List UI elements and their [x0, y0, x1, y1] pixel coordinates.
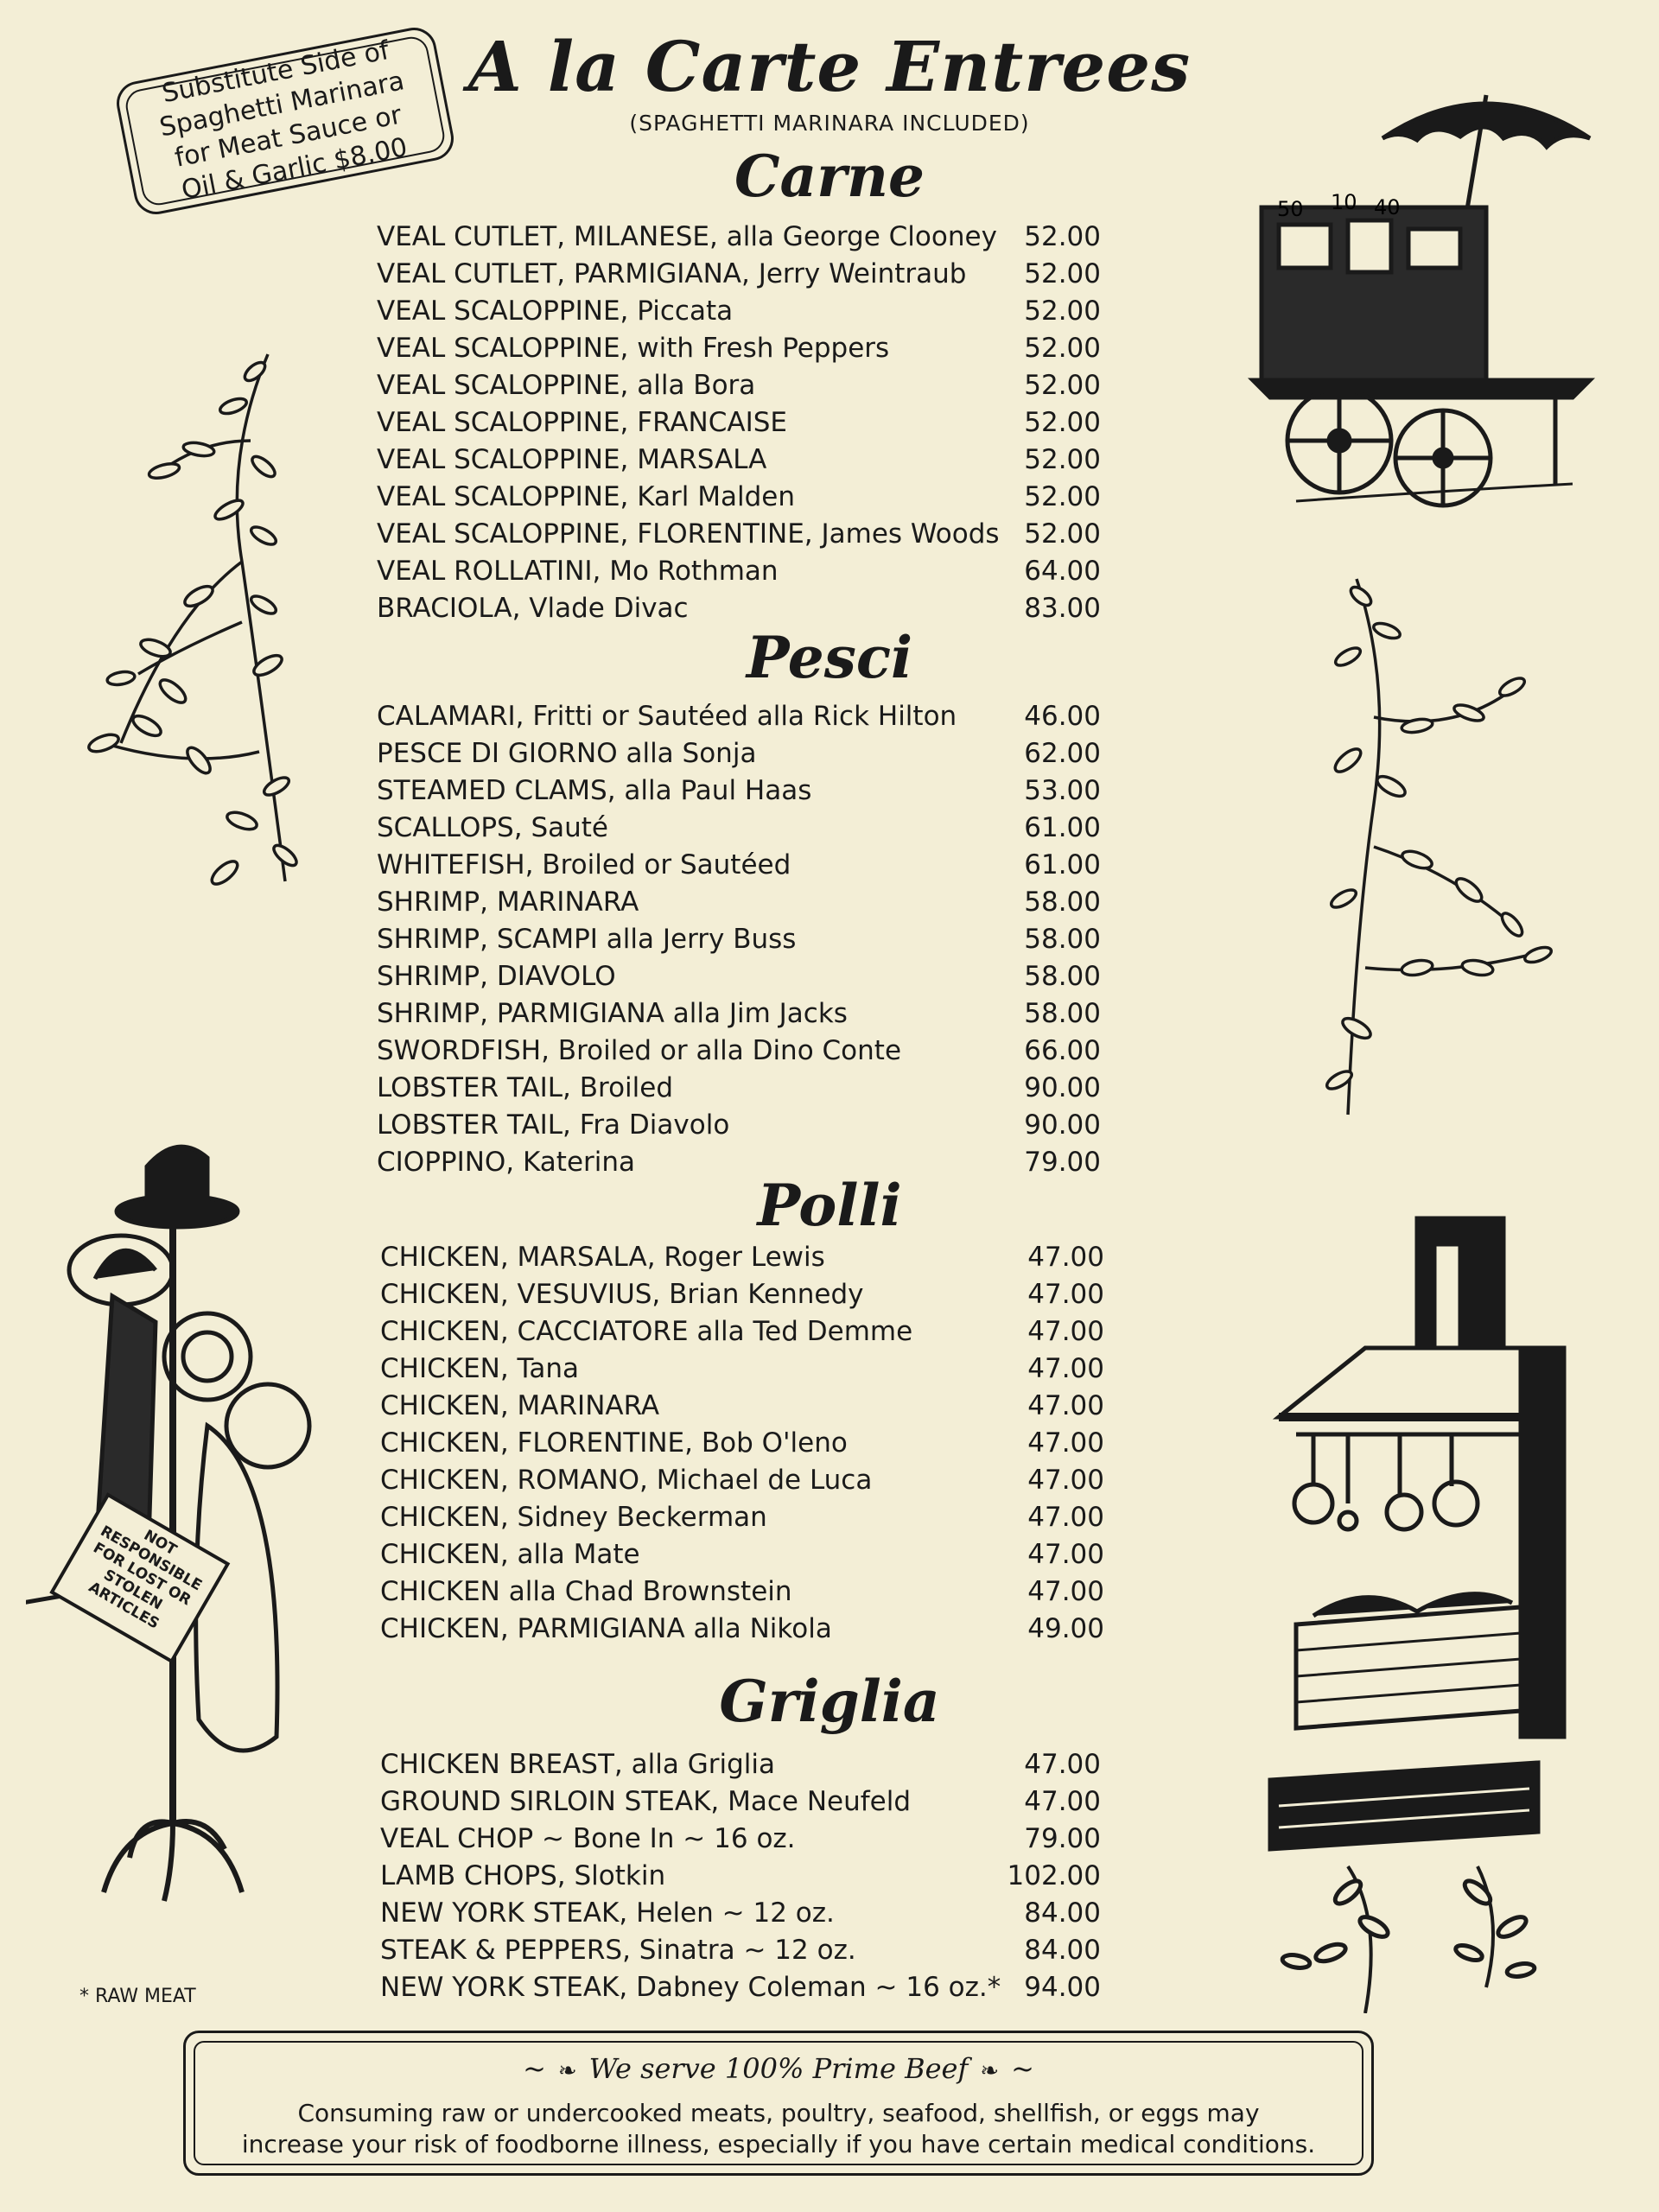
menu-item-price: 58.00 [1024, 924, 1101, 955]
section-title-carne: Carne [734, 143, 925, 210]
menu-item-price: 52.00 [1024, 518, 1101, 550]
menu-item-name: STEAMED CLAMS, alla Paul Haas [377, 775, 812, 806]
menu-item-price: 102.00 [1007, 1860, 1101, 1891]
menu-item-name: SHRIMP, MARINARA [377, 887, 639, 918]
menu-item-price: 64.00 [1024, 556, 1101, 587]
notice-line-1: Consuming raw or undercooked meats, poultry, seafood, shellfish, or eggs may [297, 2099, 1260, 2127]
menu-item-name: WHITEFISH, Broiled or Sautéed [377, 849, 791, 880]
menu-item-price: 47.00 [1027, 1576, 1104, 1607]
menu-item-price: 62.00 [1024, 738, 1101, 769]
menu-item-name: CHICKEN, Tana [380, 1353, 580, 1384]
menu-item-price: 47.00 [1027, 1242, 1104, 1273]
menu-item-price: 52.00 [1024, 407, 1101, 438]
menu-item-price: 47.00 [1027, 1502, 1104, 1533]
menu-item-price: 61.00 [1024, 812, 1101, 843]
menu-item-price: 52.00 [1024, 333, 1101, 364]
menu-item-name: CALAMARI, Fritti or Sautéed alla Rick Hilton [377, 701, 957, 732]
stamp-text: Substitute Side of Spaghetti Marinara for Meat Sauce or Oil & Garlic $8.00 [156, 35, 410, 206]
menu-item-name: CHICKEN alla Chad Brownstein [380, 1576, 792, 1607]
market-cart-illustration [1244, 78, 1607, 527]
menu-item-name: CHICKEN, FLORENTINE, Bob O'leno [380, 1427, 848, 1459]
leaf-vine-illustration-left [69, 337, 311, 907]
section-title-pesci: Pesci [746, 624, 913, 691]
menu-item-name: CHICKEN, PARMIGIANA alla Nikola [380, 1613, 832, 1644]
notice-headline: We serve 100% Prime Beef [588, 2052, 969, 2085]
menu-item-name: LAMB CHOPS, Slotkin [380, 1860, 666, 1891]
menu-item-price: 52.00 [1024, 258, 1101, 289]
menu-item-price: 49.00 [1027, 1613, 1104, 1644]
leaf-vine-illustration-right [1322, 562, 1581, 1132]
menu-item-name: CIOPPINO, Katerina [377, 1147, 636, 1178]
page-title: A la Carte Entrees [467, 26, 1192, 107]
menu-item-name: STEAK & PEPPERS, Sinatra ~ 12 oz. [380, 1935, 856, 1966]
ornament-icon: ❧ [557, 2058, 577, 2084]
menu-item-name: CHICKEN, CACCIATORE alla Ted Demme [380, 1316, 913, 1347]
notice-headline-row: ~ ❧ We serve 100% Prime Beef ❧ ~ [523, 2052, 1034, 2085]
page-subtitle: (SPAGHETTI MARINARA INCLUDED) [629, 111, 1030, 136]
hearth-illustration [1262, 1210, 1573, 2013]
menu-item-price: 83.00 [1024, 593, 1101, 624]
menu-item-price: 90.00 [1024, 1072, 1101, 1103]
menu-item-name: CHICKEN, MARSALA, Roger Lewis [380, 1242, 825, 1273]
menu-item-price: 90.00 [1024, 1109, 1101, 1141]
menu-item-name: PESCE DI GIORNO alla Sonja [377, 738, 757, 769]
menu-item-price: 47.00 [1027, 1427, 1104, 1459]
menu-item-price: 46.00 [1024, 701, 1101, 732]
menu-item-name: SHRIMP, SCAMPI alla Jerry Buss [377, 924, 797, 955]
menu-item-price: 79.00 [1024, 1823, 1101, 1854]
cart-sign-1: 10 [1331, 190, 1357, 214]
cart-sign-2: 40 [1374, 195, 1401, 219]
ornament-icon: ❧ [980, 2058, 1000, 2084]
menu-item-name: CHICKEN, alla Mate [380, 1539, 640, 1570]
menu-item-price: 58.00 [1024, 887, 1101, 918]
menu-item-name: SHRIMP, PARMIGIANA alla Jim Jacks [377, 998, 848, 1029]
menu-item-price: 47.00 [1027, 1539, 1104, 1570]
menu-item-price: 47.00 [1027, 1465, 1104, 1496]
menu-item-name: LOBSTER TAIL, Broiled [377, 1072, 674, 1103]
menu-item-name: VEAL SCALOPPINE, FRANCAISE [377, 407, 788, 438]
menu-item-name: VEAL CHOP ~ Bone In ~ 16 oz. [380, 1823, 796, 1854]
menu-item-price: 66.00 [1024, 1035, 1101, 1066]
menu-item-price: 47.00 [1024, 1749, 1101, 1780]
menu-item-name: CHICKEN, VESUVIUS, Brian Kennedy [380, 1279, 864, 1310]
raw-meat-footnote: * RAW MEAT [79, 1986, 196, 2007]
notice-line-2: increase your risk of foodborne illness, especially if you have certain medical conditions. [241, 2130, 1316, 2158]
menu-item-name: LOBSTER TAIL, Fra Diavolo [377, 1109, 730, 1141]
menu-item-price: 47.00 [1027, 1390, 1104, 1421]
menu-item-price: 84.00 [1024, 1897, 1101, 1929]
menu-item-price: 47.00 [1027, 1279, 1104, 1310]
menu-item-name: SWORDFISH, Broiled or alla Dino Conte [377, 1035, 902, 1066]
section-title-griglia: Griglia [719, 1668, 940, 1735]
menu-item-name: CHICKEN, Sidney Beckerman [380, 1502, 767, 1533]
menu-item-name: VEAL SCALOPPINE, with Fresh Peppers [377, 333, 890, 364]
menu-item-name: VEAL SCALOPPINE, alla Bora [377, 370, 756, 401]
menu-item-name: NEW YORK STEAK, Helen ~ 12 oz. [380, 1897, 835, 1929]
menu-item-price: 47.00 [1027, 1316, 1104, 1347]
section-title-polli: Polli [757, 1172, 902, 1239]
menu-item-price: 53.00 [1024, 775, 1101, 806]
cart-sign-0: 50 [1277, 197, 1304, 221]
menu-item-name: NEW YORK STEAK, Dabney Coleman ~ 16 oz.* [380, 1972, 1001, 2003]
menu-item-price: 94.00 [1024, 1972, 1101, 2003]
menu-item-price: 52.00 [1024, 370, 1101, 401]
menu-item-name: VEAL SCALOPPINE, Karl Malden [377, 481, 795, 512]
menu-item-price: 58.00 [1024, 998, 1101, 1029]
menu-item-price: 58.00 [1024, 961, 1101, 992]
menu-item-price: 84.00 [1024, 1935, 1101, 1966]
menu-item-name: CHICKEN, ROMANO, Michael de Luca [380, 1465, 873, 1496]
menu-item-name: VEAL CUTLET, MILANESE, alla George Clooney [377, 221, 997, 252]
coat-rack-illustration [26, 1115, 320, 1910]
menu-item-price: 52.00 [1024, 444, 1101, 475]
menu-item-name: SCALLOPS, Sauté [377, 812, 608, 843]
lost-articles-sign-text: NOT RESPONSIBLE FOR LOST OR STOLEN ARTICLES [86, 1522, 205, 1633]
menu-item-name: VEAL CUTLET, PARMIGIANA, Jerry Weintraub [377, 258, 967, 289]
menu-item-name: VEAL SCALOPPINE, MARSALA [377, 444, 767, 475]
menu-item-name: VEAL SCALOPPINE, FLORENTINE, James Woods [377, 518, 1000, 550]
health-notice-box [183, 2031, 1374, 2176]
menu-item-price: 47.00 [1027, 1353, 1104, 1384]
menu-item-name: CHICKEN BREAST, alla Griglia [380, 1749, 775, 1780]
menu-item-name: SHRIMP, DIAVOLO [377, 961, 616, 992]
menu-item-price: 52.00 [1024, 221, 1101, 252]
menu-item-price: 61.00 [1024, 849, 1101, 880]
menu-item-price: 52.00 [1024, 481, 1101, 512]
menu-item-name: BRACIOLA, Vlade Divac [377, 593, 689, 624]
menu-item-price: 79.00 [1024, 1147, 1101, 1178]
menu-item-name: VEAL SCALOPPINE, Piccata [377, 296, 734, 327]
menu-item-name: VEAL ROLLATINI, Mo Rothman [377, 556, 779, 587]
menu-item-name: CHICKEN, MARINARA [380, 1390, 660, 1421]
menu-item-price: 47.00 [1024, 1786, 1101, 1817]
menu-item-name: GROUND SIRLOIN STEAK, Mace Neufeld [380, 1786, 912, 1817]
menu-item-price: 52.00 [1024, 296, 1101, 327]
